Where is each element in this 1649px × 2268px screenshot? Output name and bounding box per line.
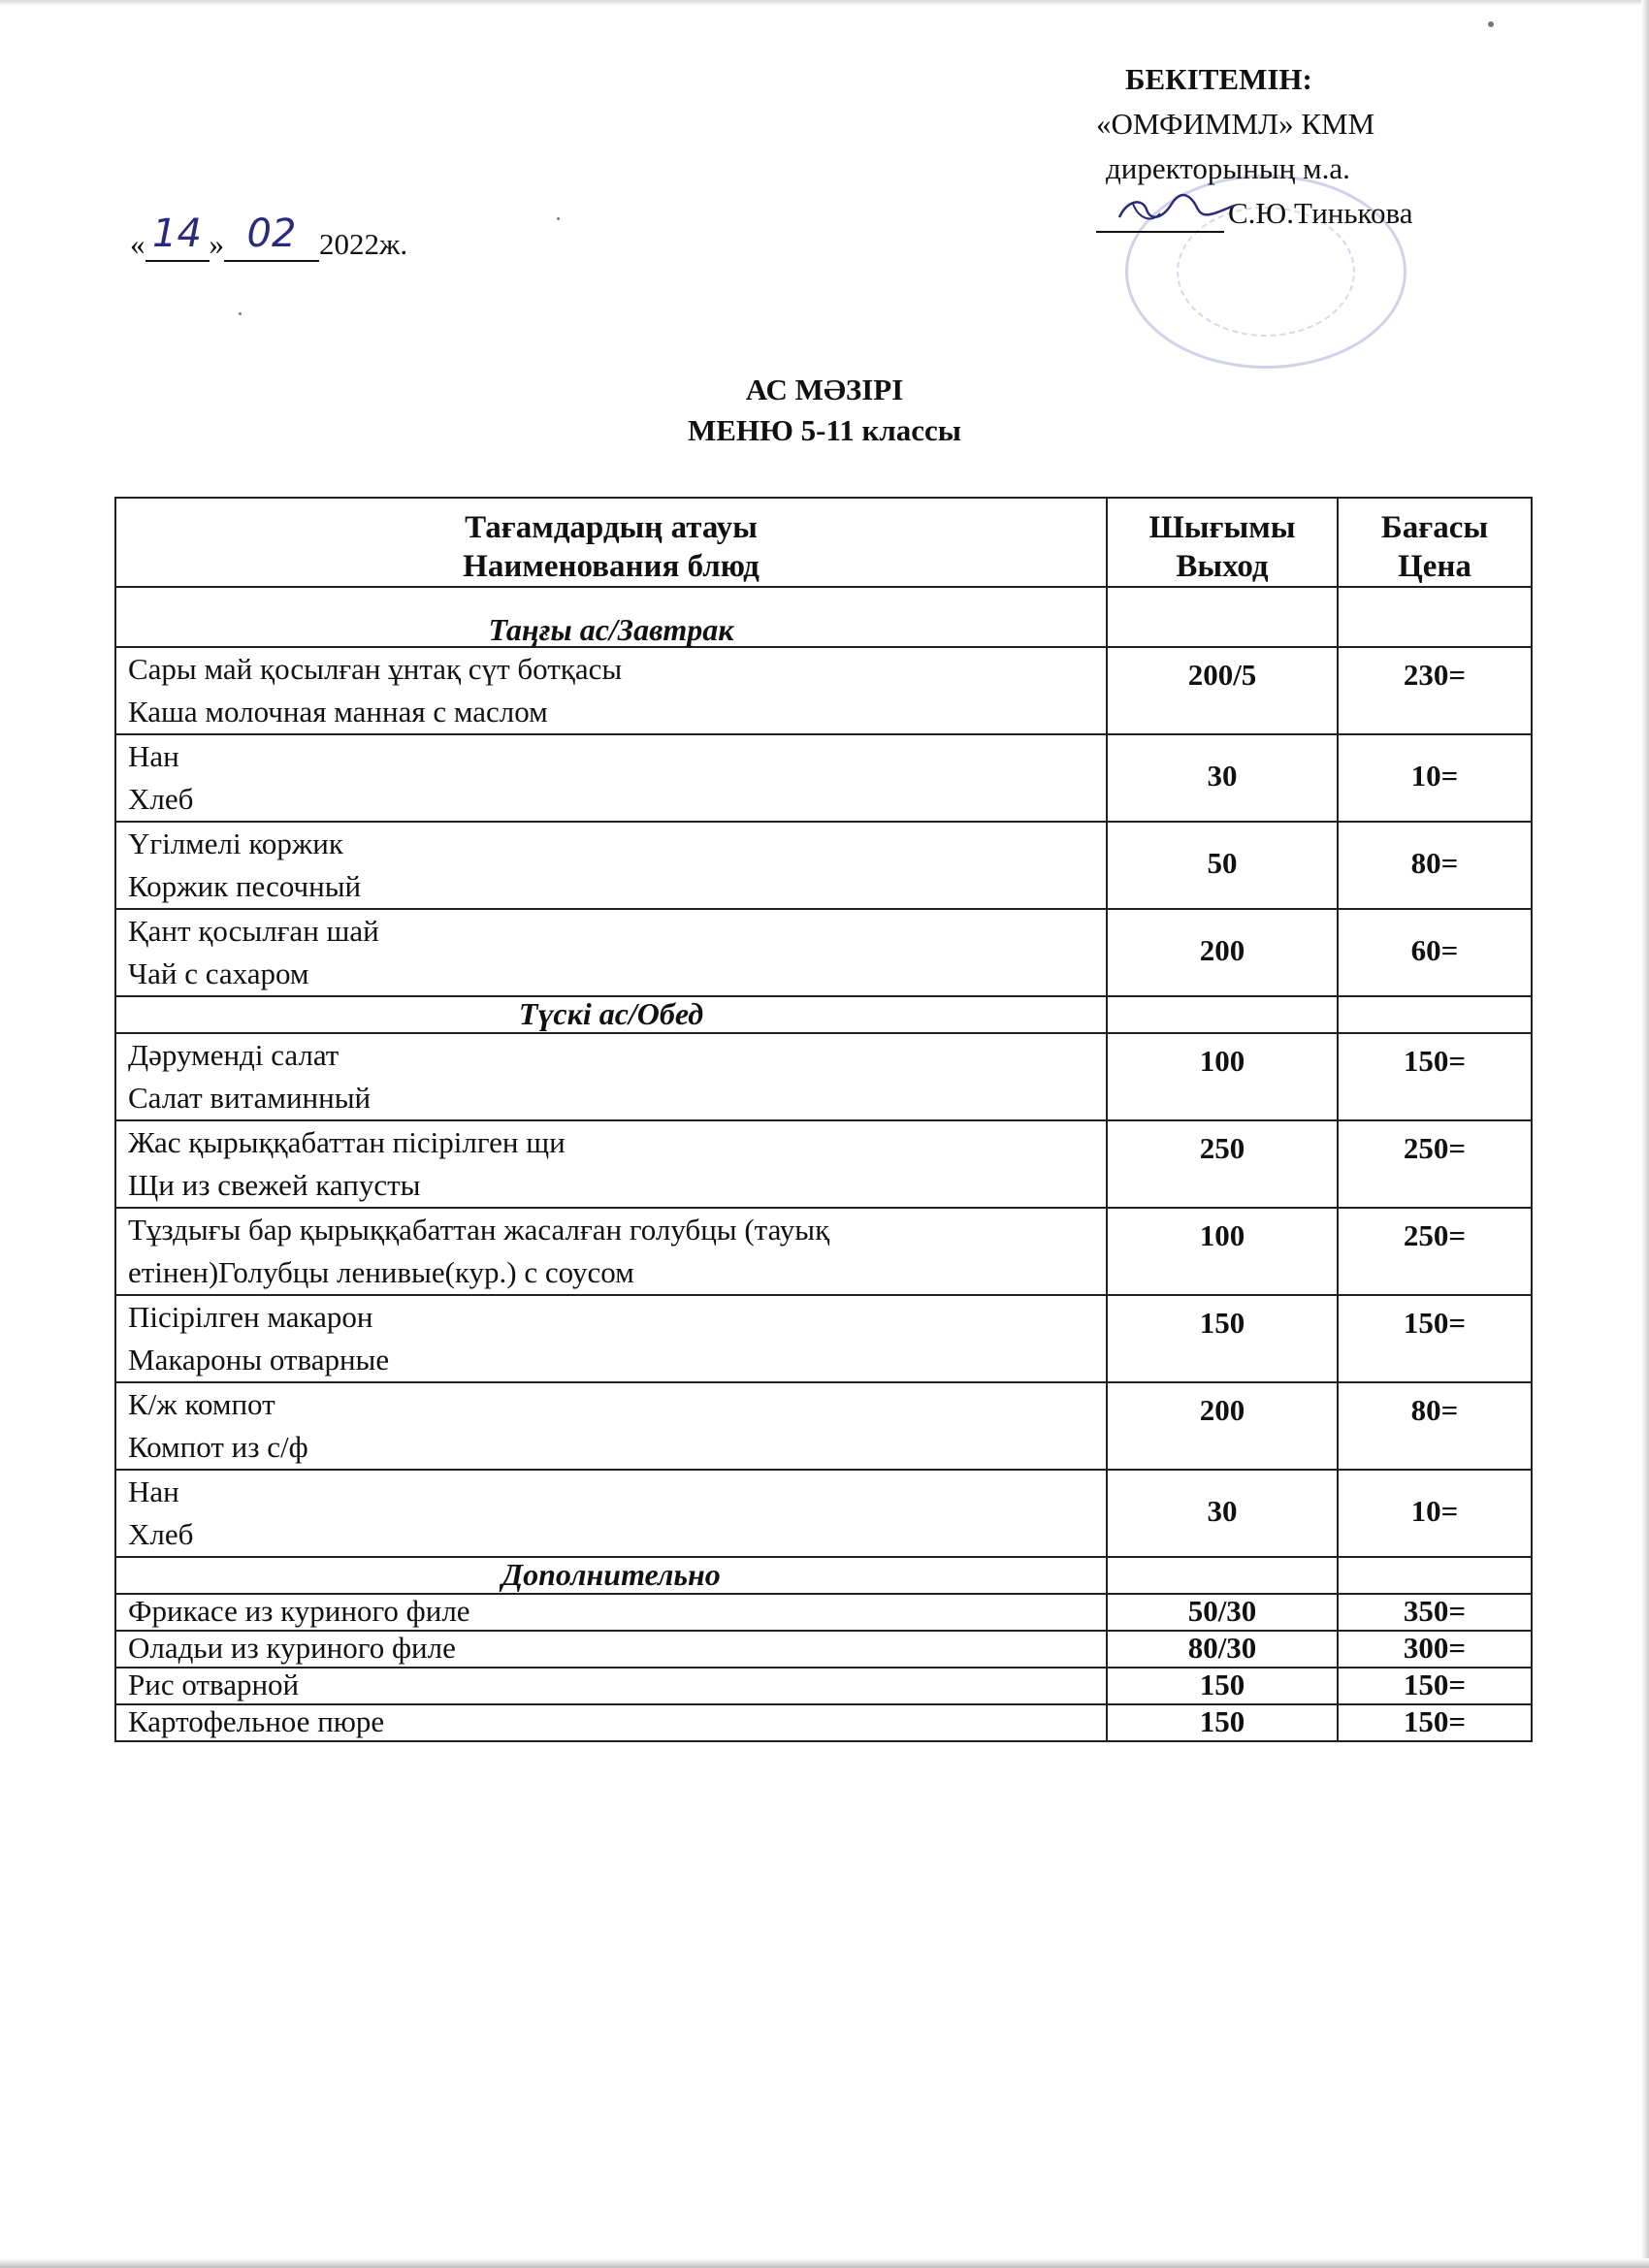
dish-name-kz: Үгілмелі коржик [128, 826, 343, 860]
menu-title-ru: МЕНЮ 5-11 классы [687, 413, 962, 447]
dish-yield: 50 [1107, 822, 1338, 909]
approval-organization: «ОМФИММЛ» КММ [1096, 107, 1375, 141]
dish-price: 10= [1338, 734, 1532, 822]
dish-name-cell [115, 1382, 1107, 1470]
section-row-breakfast [115, 587, 1532, 647]
header-dish-name [115, 498, 1107, 587]
dish-name-ru: етінен)Голубцы ленивые(кур.) с соусом [128, 1255, 634, 1289]
dish-yield: 30 [1107, 734, 1338, 822]
dish-name-kz: Жас қырыққабаттан пісірілген щи [128, 1125, 566, 1159]
table-row [115, 1120, 1532, 1208]
dish-yield: 150 [1107, 1704, 1338, 1741]
dish-price: 350= [1338, 1594, 1532, 1631]
dish-yield: 200 [1107, 909, 1338, 996]
header-price-kz: Бағасы [1380, 510, 1489, 545]
table-row [115, 1208, 1532, 1295]
table-row [115, 909, 1532, 996]
dish-yield: 150 [1107, 1295, 1338, 1382]
empty-cell [1107, 1557, 1338, 1594]
dish-name-kz: К/ж компот [128, 1387, 275, 1421]
dish-price: 80= [1338, 822, 1532, 909]
header-yield-kz: Шығымы [1148, 510, 1296, 545]
dish-yield: 50/30 [1107, 1594, 1338, 1631]
dish-name-cell [115, 1033, 1107, 1120]
dish-name-cell [115, 734, 1107, 822]
date-year: 2022ж. [319, 227, 408, 261]
dish-yield: 200/5 [1107, 647, 1338, 734]
section-title: Дополнительно [115, 1557, 1107, 1594]
dish-price: 10= [1338, 1470, 1532, 1557]
dish-name: Картофельное пюре [115, 1704, 1107, 1741]
dish-name-ru: Щи из свежей капусты [128, 1168, 421, 1202]
dish-price: 300= [1338, 1631, 1532, 1668]
dish-name-cell [115, 1470, 1107, 1557]
date-close-quote: » [209, 227, 224, 261]
section-title: Таңғы ас/Завтрак [115, 587, 1107, 647]
dish-name: Оладьи из куриного филе [115, 1631, 1107, 1668]
handwritten-signature [1114, 190, 1240, 229]
dish-name-cell [115, 1295, 1107, 1382]
date-month: 02 [246, 211, 297, 256]
dish-yield: 100 [1107, 1033, 1338, 1120]
table-row [115, 1295, 1532, 1382]
dish-name-kz: Пісірілген макарон [128, 1300, 373, 1334]
date-open-quote: « [130, 227, 146, 261]
table-row [115, 1382, 1532, 1470]
approval-position: директорының м.а. [1106, 151, 1350, 185]
scan-speck [557, 217, 560, 220]
date-day: 14 [152, 211, 202, 256]
dish-name-cell [115, 1208, 1107, 1295]
dish-price: 150= [1338, 1295, 1532, 1382]
table-row [115, 822, 1532, 909]
scan-edge-bottom [0, 2258, 1649, 2268]
dish-price: 150= [1338, 1033, 1532, 1120]
dish-price: 250= [1338, 1208, 1532, 1295]
table-row [115, 1470, 1532, 1557]
dish-name-kz: Нан [128, 1474, 179, 1508]
empty-cell [1338, 587, 1532, 647]
dish-name-ru: Хлеб [128, 782, 194, 816]
dish-name: Фрикасе из куриного филе [115, 1594, 1107, 1631]
dish-yield: 200 [1107, 1382, 1338, 1470]
table-row [115, 1033, 1532, 1120]
dish-price: 60= [1338, 909, 1532, 996]
dish-price: 150= [1338, 1668, 1532, 1704]
dish-name-kz: Қант қосылған шай [128, 914, 379, 948]
dish-yield: 30 [1107, 1470, 1338, 1557]
table-header-row [115, 498, 1532, 587]
dish-name-ru: Хлеб [128, 1517, 194, 1551]
dish-name-ru: Салат витаминный [128, 1081, 372, 1115]
menu-table [114, 497, 1533, 1742]
dish-name-kz: Дәруменді салат [128, 1038, 340, 1072]
dish-name-ru: Компот из с/ф [128, 1430, 308, 1464]
dish-price: 230= [1338, 647, 1532, 734]
dish-yield: 100 [1107, 1208, 1338, 1295]
dish-name-ru: Макароны отварные [128, 1343, 390, 1377]
empty-cell [1338, 1557, 1532, 1594]
dish-name-cell [115, 909, 1107, 996]
date-day-blank [146, 211, 210, 262]
dish-name-kz: Сары май қосылған ұнтақ сүт ботқасы [128, 652, 623, 686]
document-date [130, 211, 408, 262]
dish-name-ru: Каша молочная манная с маслом [128, 695, 548, 729]
dish-yield: 250 [1107, 1120, 1338, 1208]
dish-name-cell [115, 647, 1107, 734]
header-yield-ru: Выход [1176, 549, 1269, 584]
dish-price: 80= [1338, 1382, 1532, 1470]
table-row [115, 1704, 1532, 1741]
header-price-ru: Цена [1398, 549, 1471, 584]
scan-edge-top [0, 0, 1649, 6]
header-price [1338, 498, 1532, 587]
scan-edge-right [1641, 0, 1649, 2268]
empty-cell [1338, 996, 1532, 1033]
approval-heading: БЕКІТЕМІН: [1125, 62, 1312, 96]
dish-name-ru: Коржик песочный [128, 869, 362, 903]
header-yield [1107, 498, 1338, 587]
header-dish-name-kz: Тағамдардың атауы [465, 510, 758, 545]
empty-cell [1107, 996, 1338, 1033]
section-row-lunch [115, 996, 1532, 1033]
dish-price: 250= [1338, 1120, 1532, 1208]
dish-name-kz: Нан [128, 739, 179, 773]
dish-yield: 150 [1107, 1668, 1338, 1704]
table-row [115, 1631, 1532, 1668]
table-row [115, 734, 1532, 822]
table-row [115, 647, 1532, 734]
header-dish-name-ru: Наименования блюд [463, 549, 760, 584]
scan-speck [1488, 21, 1494, 27]
menu-title-kz: АС МӘЗІРІ [745, 373, 904, 406]
dish-yield: 80/30 [1107, 1631, 1338, 1668]
section-row-additional [115, 1557, 1532, 1594]
approver-name: С.Ю.Тинькова [1228, 196, 1413, 230]
dish-name-cell [115, 822, 1107, 909]
dish-name: Рис отварной [115, 1668, 1107, 1704]
dish-name-kz: Тұздығы бар қырыққабаттан жасалған голубцы (тауық [128, 1213, 830, 1247]
dish-name-cell [115, 1120, 1107, 1208]
section-title: Түскі ас/Обед [115, 996, 1107, 1033]
table-row [115, 1594, 1532, 1631]
dish-price: 150= [1338, 1704, 1532, 1741]
scan-speck [239, 312, 242, 315]
table-row [115, 1668, 1532, 1704]
empty-cell [1107, 587, 1338, 647]
date-month-blank [224, 211, 319, 262]
dish-name-ru: Чай с сахаром [128, 956, 309, 990]
